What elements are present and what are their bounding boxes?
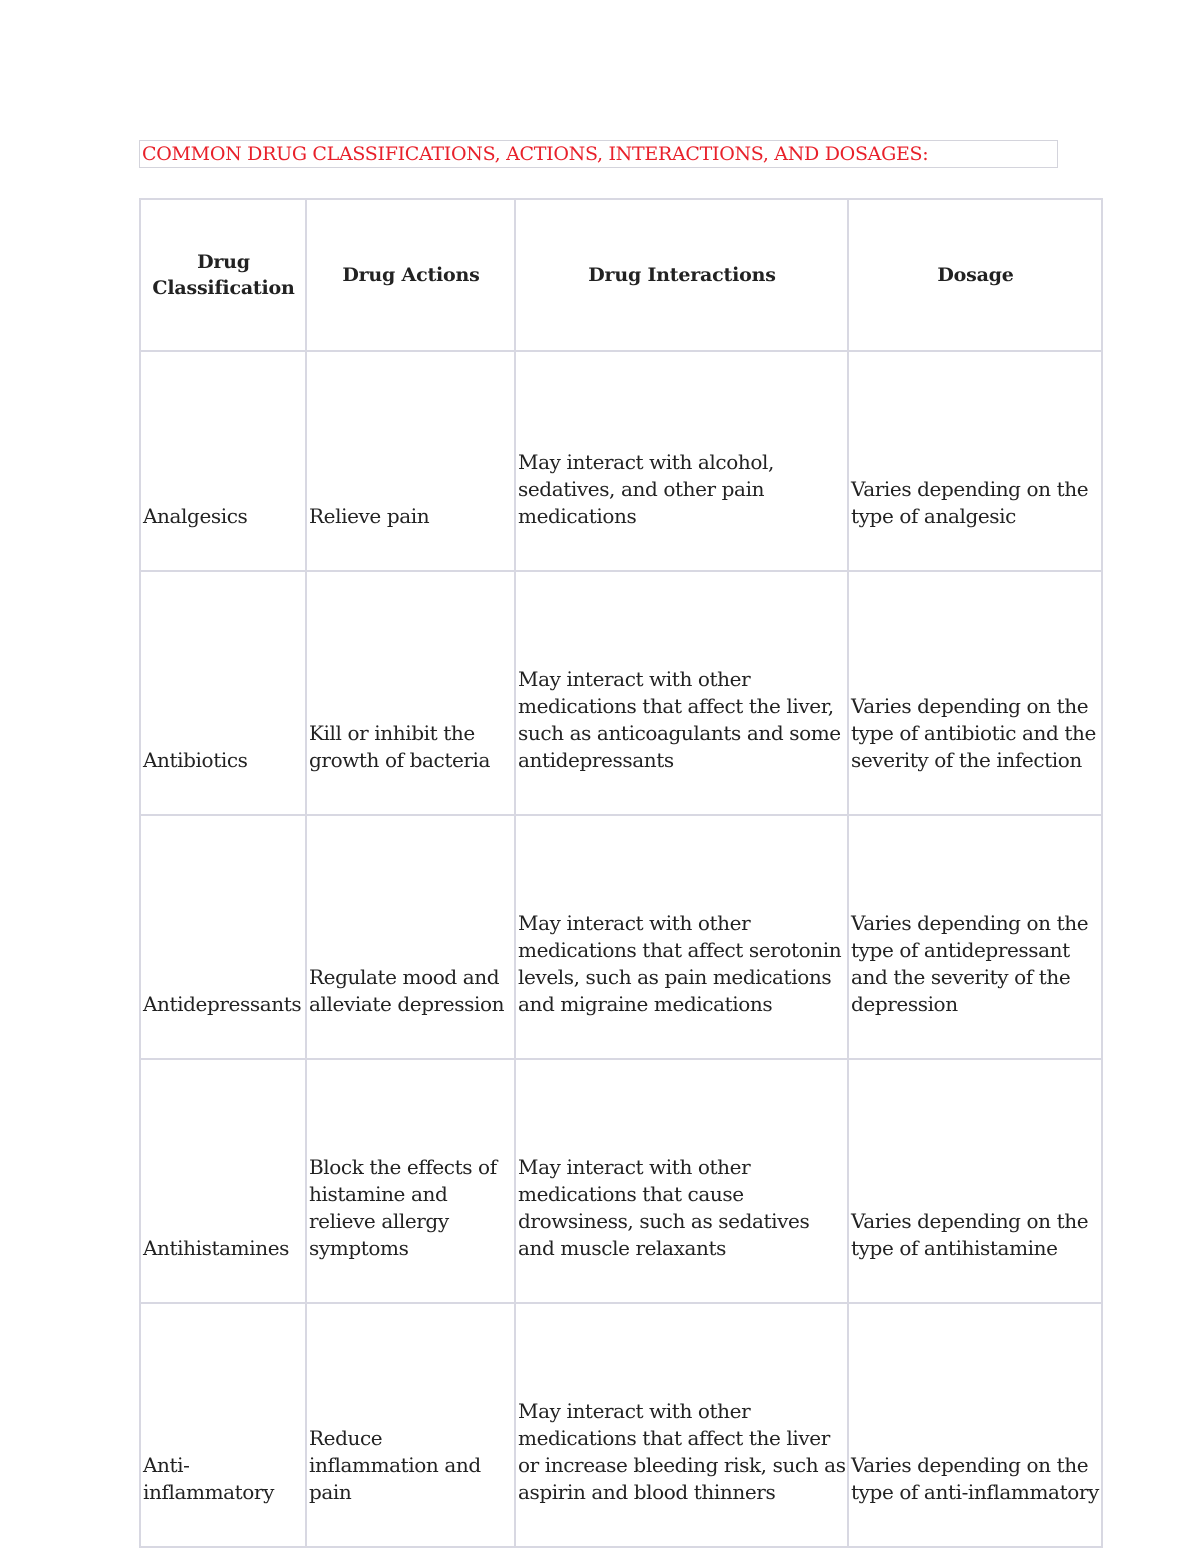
header-drug-classification: Drug Classification bbox=[140, 199, 306, 351]
cell-dosage: Varies depending on the type of antihistamine bbox=[848, 1059, 1102, 1303]
cell-classification: Antidepressants bbox=[140, 815, 306, 1059]
cell-actions: Relieve pain bbox=[306, 351, 515, 571]
cell-interactions: May interact with other medications that affect the liver or increase bleeding risk, such as aspirin and blood thinners bbox=[515, 1303, 848, 1547]
cell-classification: Anti-inflammatory bbox=[140, 1303, 306, 1547]
table-header-row bbox=[140, 199, 1102, 351]
cell-dosage: Varies depending on the type of anti-inflammatory bbox=[848, 1303, 1102, 1547]
cell-interactions: May interact with other medications that affect serotonin levels, such as pain medications and migraine medications bbox=[515, 815, 848, 1059]
cell-actions: Block the effects of histamine and relieve allergy symptoms bbox=[306, 1059, 515, 1303]
table-row bbox=[140, 1303, 1102, 1547]
document-title: COMMON DRUG CLASSIFICATIONS, ACTIONS, INTERACTIONS, AND DOSAGES: bbox=[139, 140, 1058, 168]
cell-actions: Kill or inhibit the growth of bacteria bbox=[306, 571, 515, 815]
drug-table bbox=[139, 198, 1103, 1548]
cell-interactions: May interact with other medications that cause drowsiness, such as sedatives and muscle relaxants bbox=[515, 1059, 848, 1303]
table-row bbox=[140, 815, 1102, 1059]
cell-dosage: Varies depending on the type of antidepressant and the severity of the depression bbox=[848, 815, 1102, 1059]
cell-dosage: Varies depending on the type of analgesic bbox=[848, 351, 1102, 571]
cell-actions: Regulate mood and alleviate depression bbox=[306, 815, 515, 1059]
cell-interactions: May interact with alcohol, sedatives, and other pain medications bbox=[515, 351, 848, 571]
header-drug-interactions: Drug Interactions bbox=[515, 199, 848, 351]
cell-classification: Antihistamines bbox=[140, 1059, 306, 1303]
cell-dosage: Varies depending on the type of antibiotic and the severity of the infection bbox=[848, 571, 1102, 815]
cell-actions: Reduce inflammation and pain bbox=[306, 1303, 515, 1547]
cell-classification: Analgesics bbox=[140, 351, 306, 571]
cell-interactions: May interact with other medications that affect the liver, such as anticoagulants and some antidepressants bbox=[515, 571, 848, 815]
header-dosage: Dosage bbox=[848, 199, 1102, 351]
header-drug-actions: Drug Actions bbox=[306, 199, 515, 351]
cell-classification: Antibiotics bbox=[140, 571, 306, 815]
table-row bbox=[140, 351, 1102, 571]
table-row bbox=[140, 571, 1102, 815]
table-row bbox=[140, 1059, 1102, 1303]
